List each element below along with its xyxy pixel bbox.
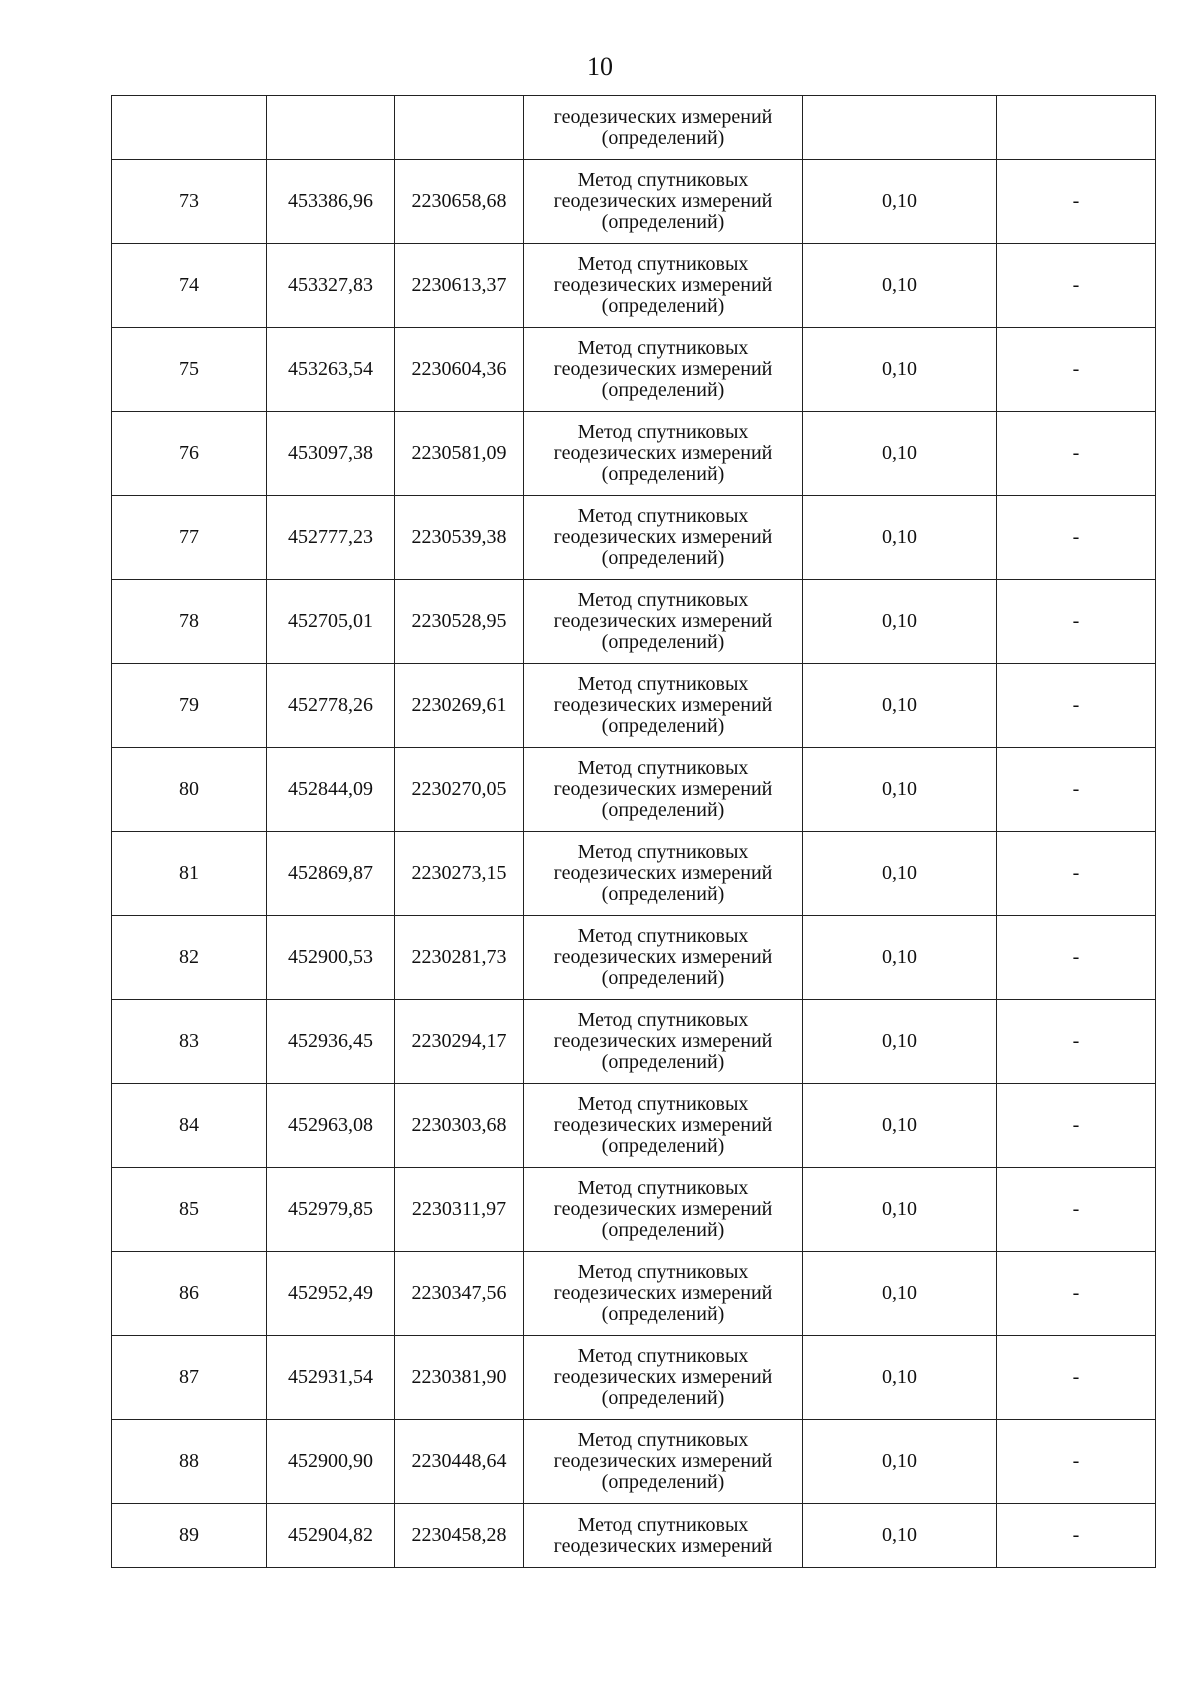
cell-accuracy: 0,10 <box>803 1504 997 1568</box>
table-row <box>112 1084 1156 1168</box>
page-number: 10 <box>587 52 613 81</box>
table-row <box>112 412 1156 496</box>
cell-y: 2230539,38 <box>395 496 524 580</box>
method-line: Метод спутниковых <box>577 337 749 359</box>
table-row <box>112 580 1156 664</box>
method-line: Метод спутниковых <box>577 169 749 191</box>
cell-number: 77 <box>112 496 267 580</box>
cell-x: 453386,96 <box>267 160 395 244</box>
method-line: (определений) <box>601 967 725 989</box>
cell-accuracy: 0,10 <box>803 1252 997 1336</box>
cell-x: 452963,08 <box>267 1084 395 1168</box>
cell-number: 87 <box>112 1336 267 1420</box>
method-line: геодезических измерений <box>553 1534 773 1557</box>
table-row <box>112 496 1156 580</box>
table-row <box>112 832 1156 916</box>
cell-number <box>112 96 267 160</box>
method-line: Метод спутниковых <box>577 1429 749 1451</box>
cell-note: - <box>997 412 1156 496</box>
table-row <box>112 1420 1156 1504</box>
cell-note: - <box>997 1168 1156 1252</box>
method-line: Метод спутниковых <box>577 1261 749 1283</box>
cell-y: 2230294,17 <box>395 1000 524 1084</box>
cell-x: 452936,45 <box>267 1000 395 1084</box>
cell-y: 2230381,90 <box>395 1336 524 1420</box>
cell-accuracy: 0,10 <box>803 328 997 412</box>
cell-x: 452705,01 <box>267 580 395 664</box>
cell-note: - <box>997 328 1156 412</box>
cell-method <box>524 1504 803 1568</box>
table-row <box>112 1252 1156 1336</box>
cell-number: 76 <box>112 412 267 496</box>
cell-x: 452900,53 <box>267 916 395 1000</box>
cell-accuracy: 0,10 <box>803 580 997 664</box>
cell-accuracy <box>803 96 997 160</box>
cell-method <box>524 1000 803 1084</box>
table-row <box>112 1504 1156 1568</box>
method-line: (определений) <box>601 1135 725 1157</box>
table-row <box>112 160 1156 244</box>
method-line: геодезических измерений <box>553 358 773 380</box>
cell-method <box>524 832 803 916</box>
table-row <box>112 1168 1156 1252</box>
table-row <box>112 916 1156 1000</box>
cell-note: - <box>997 1000 1156 1084</box>
cell-x: 452979,85 <box>267 1168 395 1252</box>
cell-number: 83 <box>112 1000 267 1084</box>
method-line: (определений) <box>601 1219 725 1241</box>
method-line: (определений) <box>601 1387 725 1409</box>
method-line: (определений) <box>601 211 725 233</box>
cell-accuracy: 0,10 <box>803 1168 997 1252</box>
cell-note: - <box>997 1252 1156 1336</box>
cell-y: 2230581,09 <box>395 412 524 496</box>
cell-y: 2230269,61 <box>395 664 524 748</box>
cell-method <box>524 1420 803 1504</box>
cell-accuracy: 0,10 <box>803 244 997 328</box>
cell-y: 2230448,64 <box>395 1420 524 1504</box>
method-line: (определений) <box>601 1303 725 1325</box>
cell-accuracy: 0,10 <box>803 748 997 832</box>
cell-method <box>524 1336 803 1420</box>
cell-y: 2230311,97 <box>395 1168 524 1252</box>
cell-note: - <box>997 664 1156 748</box>
cell-accuracy: 0,10 <box>803 832 997 916</box>
cell-note: - <box>997 244 1156 328</box>
method-line: геодезических измерений <box>553 1366 773 1388</box>
cell-y: 2230613,37 <box>395 244 524 328</box>
cell-method <box>524 496 803 580</box>
cell-method <box>524 580 803 664</box>
cell-method <box>524 1084 803 1168</box>
method-line: Метод спутниковых <box>577 1345 749 1367</box>
cell-note: - <box>997 748 1156 832</box>
cell-x: 452844,09 <box>267 748 395 832</box>
cell-x: 453263,54 <box>267 328 395 412</box>
cell-accuracy: 0,10 <box>803 160 997 244</box>
cell-number: 73 <box>112 160 267 244</box>
cell-note: - <box>997 1504 1156 1568</box>
cell-x: 452904,82 <box>267 1504 395 1568</box>
cell-x: 452869,87 <box>267 832 395 916</box>
cell-x: 452900,90 <box>267 1420 395 1504</box>
method-line: (определений) <box>601 883 725 905</box>
cell-method <box>524 1168 803 1252</box>
cell-note: - <box>997 496 1156 580</box>
method-line: Метод спутниковых <box>577 1009 749 1031</box>
coordinates-table-body <box>112 96 1156 1568</box>
method-line: (определений) <box>601 463 725 485</box>
cell-x: 453327,83 <box>267 244 395 328</box>
cell-y <box>395 96 524 160</box>
method-line: (определений) <box>601 631 725 653</box>
cell-y: 2230528,95 <box>395 580 524 664</box>
cell-number: 81 <box>112 832 267 916</box>
method-line: Метод спутниковых <box>577 757 749 779</box>
table-row <box>112 244 1156 328</box>
table-row-continuation <box>112 96 1156 160</box>
cell-number: 74 <box>112 244 267 328</box>
cell-y: 2230281,73 <box>395 916 524 1000</box>
cell-number: 78 <box>112 580 267 664</box>
cell-number: 89 <box>112 1504 267 1568</box>
cell-note: - <box>997 1420 1156 1504</box>
table-row <box>112 328 1156 412</box>
cell-accuracy: 0,10 <box>803 1420 997 1504</box>
cell-x: 453097,38 <box>267 412 395 496</box>
method-line: Метод спутниковых <box>577 253 749 275</box>
method-line: (определений) <box>601 1051 725 1073</box>
method-line: геодезических измерений <box>553 778 773 800</box>
method-line: геодезических измерений <box>553 274 773 296</box>
cell-note: - <box>997 580 1156 664</box>
method-line: геодезических измерений <box>553 442 773 464</box>
method-line: геодезических измерений <box>553 694 773 716</box>
cell-method <box>524 748 803 832</box>
method-line: геодезических измерений <box>553 526 773 548</box>
cell-accuracy: 0,10 <box>803 412 997 496</box>
cell-x: 452952,49 <box>267 1252 395 1336</box>
method-line: геодезических измерений <box>553 1282 773 1304</box>
method-line: Метод спутниковых <box>577 673 749 695</box>
method-line: (определений) <box>601 547 725 569</box>
method-line: Метод спутниковых <box>577 589 749 611</box>
cell-method <box>524 160 803 244</box>
cell-note: - <box>997 1336 1156 1420</box>
cell-x: 452778,26 <box>267 664 395 748</box>
method-line: (определений) <box>601 295 725 317</box>
method-line: (определений) <box>601 715 725 737</box>
cell-note <box>997 96 1156 160</box>
cell-method <box>524 664 803 748</box>
cell-number: 88 <box>112 1420 267 1504</box>
cell-note: - <box>997 916 1156 1000</box>
cell-accuracy: 0,10 <box>803 1336 997 1420</box>
cell-y: 2230347,56 <box>395 1252 524 1336</box>
cell-number: 80 <box>112 748 267 832</box>
method-line: (определений) <box>601 379 725 401</box>
method-line: Метод спутниковых <box>577 1177 749 1199</box>
cell-y: 2230303,68 <box>395 1084 524 1168</box>
cell-method <box>524 916 803 1000</box>
method-line: геодезических измерений <box>553 610 773 632</box>
cell-x: 452931,54 <box>267 1336 395 1420</box>
cell-accuracy: 0,10 <box>803 496 997 580</box>
method-line: геодезических измерений <box>553 190 773 212</box>
cell-accuracy: 0,10 <box>803 1084 997 1168</box>
method-line: Метод спутниковых <box>577 421 749 443</box>
method-line: геодезических измерений <box>553 946 773 968</box>
cell-accuracy: 0,10 <box>803 664 997 748</box>
cell-note: - <box>997 160 1156 244</box>
cell-x <box>267 96 395 160</box>
cell-y: 2230273,15 <box>395 832 524 916</box>
cell-method <box>524 96 803 160</box>
method-line: геодезических измерений <box>553 1450 773 1472</box>
cell-method <box>524 412 803 496</box>
cell-accuracy: 0,10 <box>803 1000 997 1084</box>
cell-number: 82 <box>112 916 267 1000</box>
cell-x: 452777,23 <box>267 496 395 580</box>
cell-y: 2230658,68 <box>395 160 524 244</box>
coordinates-table <box>111 95 1156 1568</box>
table-row <box>112 1336 1156 1420</box>
cell-y: 2230458,28 <box>395 1504 524 1568</box>
cell-number: 75 <box>112 328 267 412</box>
table-row <box>112 748 1156 832</box>
method-line: Метод спутниковых <box>577 1093 749 1115</box>
method-line: (определений) <box>601 799 725 821</box>
cell-number: 86 <box>112 1252 267 1336</box>
method-line: Метод спутниковых <box>577 841 749 863</box>
method-line: Метод спутниковых <box>577 1513 749 1536</box>
cell-method <box>524 1252 803 1336</box>
cell-method <box>524 328 803 412</box>
method-line: геодезических измерений <box>553 862 773 884</box>
method-line: геодезических измерений <box>553 105 773 128</box>
method-line: (определений) <box>601 126 725 149</box>
cell-note: - <box>997 832 1156 916</box>
method-line: геодезических измерений <box>553 1114 773 1136</box>
method-line: (определений) <box>601 1471 725 1493</box>
method-line: геодезических измерений <box>553 1198 773 1220</box>
cell-number: 85 <box>112 1168 267 1252</box>
cell-number: 79 <box>112 664 267 748</box>
cell-note: - <box>997 1084 1156 1168</box>
cell-y: 2230270,05 <box>395 748 524 832</box>
cell-method <box>524 244 803 328</box>
method-line: Метод спутниковых <box>577 505 749 527</box>
cell-number: 84 <box>112 1084 267 1168</box>
method-line: геодезических измерений <box>553 1030 773 1052</box>
table-row <box>112 1000 1156 1084</box>
table-row <box>112 664 1156 748</box>
cell-accuracy: 0,10 <box>803 916 997 1000</box>
cell-y: 2230604,36 <box>395 328 524 412</box>
method-line: Метод спутниковых <box>577 925 749 947</box>
